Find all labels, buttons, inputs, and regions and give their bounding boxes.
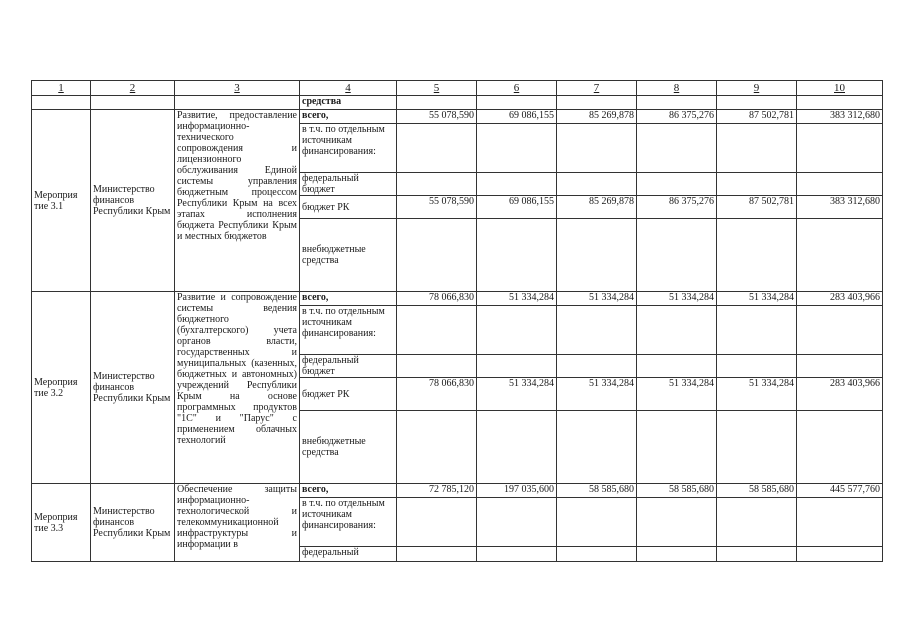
amount-cell (637, 355, 717, 378)
source-label: средства (300, 96, 397, 110)
amount-cell (637, 498, 717, 547)
funding-source: федеральный (300, 547, 397, 562)
amount-cell (797, 498, 883, 547)
amount-cell (557, 219, 637, 292)
amount-cell (557, 498, 637, 547)
amount-cell: 55 078,590 (397, 110, 477, 124)
column-number: 7 (557, 81, 637, 96)
activity-name: Мероприя тие 3.2 (32, 292, 91, 484)
executor-name: Министерство финансов Республики Крым (91, 484, 175, 562)
amount-cell (717, 219, 797, 292)
activity-description: Обеспечение защиты информационно-технологической и телекоммуникационной инфраструктуры и информации в (175, 484, 300, 562)
amount-cell (397, 306, 477, 355)
funding-source: всего, (300, 292, 397, 306)
amount-cell (717, 498, 797, 547)
amount-cell: 51 334,284 (557, 378, 637, 411)
amount-cell (397, 173, 477, 196)
funding-source: федеральный бюджет (300, 355, 397, 378)
amount-cell (557, 306, 637, 355)
funding-source: всего, (300, 110, 397, 124)
amount-cell (477, 411, 557, 484)
funding-source: всего, (300, 484, 397, 498)
amount-cell (717, 124, 797, 173)
amount-cell (397, 411, 477, 484)
amount-cell (637, 219, 717, 292)
column-number: 2 (91, 81, 175, 96)
amount-cell (797, 219, 883, 292)
funding-source: внебюджетные средства (300, 411, 397, 484)
amount-cell (637, 411, 717, 484)
executor-name: Министерство финансов Республики Крым (91, 292, 175, 484)
amount-cell (797, 173, 883, 196)
column-number: 8 (637, 81, 717, 96)
amount-cell: 51 334,284 (717, 292, 797, 306)
funding-source: федеральный бюджет (300, 173, 397, 196)
budget-table (31, 80, 883, 562)
amount-cell: 51 334,284 (557, 292, 637, 306)
cell (175, 96, 300, 110)
amount-cell (557, 355, 637, 378)
amount-cell (717, 547, 797, 562)
amount-cell (397, 124, 477, 173)
header-row (32, 81, 883, 96)
amount-cell (717, 173, 797, 196)
amount-cell: 58 585,680 (557, 484, 637, 498)
amount-cell: 72 785,120 (397, 484, 477, 498)
amount-cell (797, 355, 883, 378)
funding-source: бюджет РК (300, 196, 397, 219)
amount-cell: 85 269,878 (557, 110, 637, 124)
column-number: 9 (717, 81, 797, 96)
table-row (32, 292, 883, 306)
amount-cell (477, 219, 557, 292)
cell (717, 96, 797, 110)
amount-cell: 58 585,680 (717, 484, 797, 498)
amount-cell: 85 269,878 (557, 196, 637, 219)
column-number: 1 (32, 81, 91, 96)
amount-cell: 78 066,830 (397, 292, 477, 306)
funding-source: в т.ч. по отдельным источникам финансирования: (300, 306, 397, 355)
activity-description: Развитие, предоставление информационно-технического сопровождения и лицензионного обслуживания Единой системы управления бюджетным процессом Республики Крым на всех этапах исполнения бюджета Республики Крым и местных бюджетов (175, 110, 300, 292)
cell (32, 96, 91, 110)
amount-cell (637, 173, 717, 196)
column-number: 4 (300, 81, 397, 96)
amount-cell: 445 577,760 (797, 484, 883, 498)
amount-cell: 86 375,276 (637, 110, 717, 124)
amount-cell: 383 312,680 (797, 196, 883, 219)
amount-cell (797, 306, 883, 355)
amount-cell: 51 334,284 (717, 378, 797, 411)
amount-cell (477, 173, 557, 196)
column-number: 6 (477, 81, 557, 96)
amount-cell (637, 547, 717, 562)
amount-cell: 51 334,284 (637, 292, 717, 306)
amount-cell (397, 219, 477, 292)
cell (397, 96, 477, 110)
amount-cell: 69 086,155 (477, 110, 557, 124)
amount-cell: 383 312,680 (797, 110, 883, 124)
column-number: 10 (797, 81, 883, 96)
activity-name: Мероприя тие 3.3 (32, 484, 91, 562)
amount-cell: 283 403,966 (797, 292, 883, 306)
amount-cell: 283 403,966 (797, 378, 883, 411)
amount-cell (637, 306, 717, 355)
amount-cell (477, 498, 557, 547)
amount-cell: 51 334,284 (477, 292, 557, 306)
amount-cell (637, 124, 717, 173)
amount-cell (397, 547, 477, 562)
amount-cell (797, 547, 883, 562)
column-number: 5 (397, 81, 477, 96)
cell (557, 96, 637, 110)
amount-cell (397, 498, 477, 547)
activity-description: Развитие и сопровождение системы ведения бюджетного (бухгалтерского) учета органов власти, государственных и муниципальных (казенных, бюджетных и автономных) учреждений Республики Крым на основе программных продуктов "1С" и "Парус" с применением облачных технологий (175, 292, 300, 484)
funding-source: внебюджетные средства (300, 219, 397, 292)
amount-cell: 51 334,284 (477, 378, 557, 411)
table-body (32, 81, 883, 562)
amount-cell (397, 355, 477, 378)
amount-cell (717, 306, 797, 355)
amount-cell: 197 035,600 (477, 484, 557, 498)
amount-cell (477, 547, 557, 562)
amount-cell (557, 173, 637, 196)
amount-cell (557, 411, 637, 484)
amount-cell: 78 066,830 (397, 378, 477, 411)
cell (477, 96, 557, 110)
funding-source: в т.ч. по отдельным источникам финансирования: (300, 498, 397, 547)
amount-cell: 58 585,680 (637, 484, 717, 498)
cell (637, 96, 717, 110)
executor-name: Министерство финансов Республики Крым (91, 110, 175, 292)
amount-cell (797, 411, 883, 484)
amount-cell: 86 375,276 (637, 196, 717, 219)
amount-cell (717, 411, 797, 484)
amount-cell: 69 086,155 (477, 196, 557, 219)
funding-source: в т.ч. по отдельным источникам финансирования: (300, 124, 397, 173)
amount-cell: 87 502,781 (717, 196, 797, 219)
amount-cell (557, 547, 637, 562)
continuation-row (32, 96, 883, 110)
column-number: 3 (175, 81, 300, 96)
amount-cell (477, 124, 557, 173)
amount-cell: 55 078,590 (397, 196, 477, 219)
funding-source: бюджет РК (300, 378, 397, 411)
table-row (32, 110, 883, 124)
cell (91, 96, 175, 110)
amount-cell: 51 334,284 (637, 378, 717, 411)
cell (797, 96, 883, 110)
amount-cell: 87 502,781 (717, 110, 797, 124)
amount-cell (477, 306, 557, 355)
activity-name: Мероприя тие 3.1 (32, 110, 91, 292)
amount-cell (797, 124, 883, 173)
amount-cell (557, 124, 637, 173)
amount-cell (717, 355, 797, 378)
amount-cell (477, 355, 557, 378)
table-row (32, 484, 883, 498)
